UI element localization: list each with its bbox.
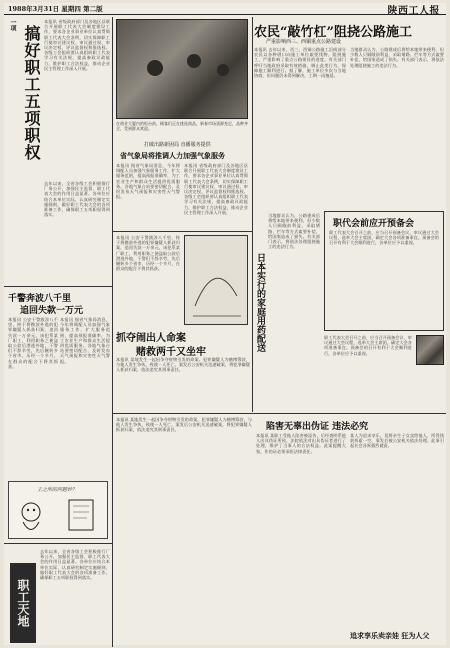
column-rule [112,17,113,647]
headline-left-vertical: 搞好职工五项职权 [22,25,41,161]
photo-caption: 在商业大厦内的柜台前，顾客们正在挑选商品，新春市场货源充足，品种齐全，受到群众欢迎。 [116,121,248,131]
issue-date: 1988年3月31日 星期四 第二版 [8,5,103,13]
article-text: 本报讯 公安干警跋涉八千里，终于将携款外逃的犯罪嫌疑人抓获归案，追回失款一万余元。该犯系某厂职工，利用职务之便盗取公款后潜逃外地，干警们不辞辛劳，先后辗转多个省市，历经一个多月，在群众的配合下将其抓获。 [8,317,58,369]
article-text: 当地群众认为，公路建成后将给本地带来便利，但少数人只顾眼前利益，采取堵路、拦车等方式索要补偿，给国家造成了损失。有关部门表示，将依法处理阻挠施工的违法行为。 [268,213,320,250]
article-text: 职工代表大会召开之前，应当召开预备会议，审议通过大会议程，选举大会主席团，确定大会各项准备事宜。预备会的召开有利于大会顺利进行，各单位应予以重视。 [329,230,439,246]
cartoon-figure-icon [9,482,109,540]
sketch-illustration-icon [185,236,247,324]
boxed-article [324,211,444,331]
main-headline: 农民“敲竹杠”阻挠公路施工 [254,25,412,40]
section-rule [4,543,112,544]
mid-headline: 省气象局将推调人力加强气象服务 [120,151,225,160]
article-text: 本报讯 某地发生一起因争夺财物引发的命案。犯罪嫌疑人为赌博筹款，与他人发生争执，致使一人死亡。案发后公安机关迅速破案，将犯罪嫌疑人抓获归案，依法追究其刑事责任。 [116,357,250,373]
headline-right-vertical: 日本实行的家庭用药配送 [255,253,265,352]
article-text: 去年以来，全省各级工会积极推行厂务公开，加强民主监督，职工代表大会的作用日益显著。各单位应结合本单位实际，认真研究制定实施细则，做好职工代表大会的各项准备工作，确保职工五项职权得到落实。 [44,181,110,218]
news-photo [116,19,248,119]
article-text: 本报讯 某职工受他人陷害被诬告，后经查明系他人出具伪证所致。法院依法对出具伪证者进行了处理，维护了当事人的合法权益。此案提醒大家，作伪证必须承担法律责任。 [256,433,346,454]
article-text: 本报讯 去年以来，西三、西铜公路施工沿线部分农民以各种借口向施工单位索要钱物，阻挠施工，严重影响了重点公路建设的进度。有关部门呼吁当地政府采取有效措施，制止此类行为，保障施工顺利进行。据了解，施工单位多次与当地协商，但问题仍未得到解决，工期一再拖延。 [254,47,346,79]
page-header [4,3,446,15]
section-rule [112,231,252,232]
box-headline: 职代会前应开预备会 [333,219,415,229]
article-text: 本报讯 某地发生一起因争夺财物引发的命案。犯罪嫌疑人为赌博筹款，与他人发生争执，致使一人死亡。案发后公安机关迅速破案，将犯罪嫌疑人抓获归案，依法追究其刑事责任。 [116,417,252,433]
article-text: 职工代表大会召开之前，应当召开预备会议，审议通过大会议程，选举大会主席团，确定大会各项准备事宜。预备会的召开有利于大会顺利进行，各单位应予以重视。 [324,335,412,356]
article-text: 本报讯 据省气象局消息，今年将调配人员加强气象服务工作，扩大服务范围，提高预报准确率，为工农业生产和群众生活提供优质服务。各地气象台站要密切配合，及时发布天气预报和灾害性天气警报。 [116,163,180,200]
article-text: 本报讯 据省气象局消息，今年将调配人员加强气象服务工作，扩大服务范围，提高预报准确率，为工农业生产和群众生活提供优质服务。各地气象台站要密切配合，及时发布天气预报和灾害性天气警报。 [60,317,110,364]
article-text: 本报讯 省级政府部门及各地区县联合开展职工代表大会制度建设工作，要求各企业事业单位认真贯彻职工代表大会条例，切实保障职工行使审议建议权、审议通过权、审议决定权、评议监督权和推选权。各级工会组织要认真组织职工代表学习有关法规，提高参政议政能力，维护职工合法权益，推动企业民主管理工作深入开展。 [184,163,248,215]
paper-name: 陕西工人报 [387,6,440,17]
headline-manhunt: 千警奔波八千里 [8,294,72,304]
article-text: 本报讯 省级政府部门及各地区县联合开展职工代表大会制度建设工作，要求各企业事业单位认真贯彻职工代表大会条例，切实保障职工行使审议建议权、审议通过权、审议决定权、评议监督权和推选权。各级工会组织要认真组织职工代表学习有关法规，提高参政议政能力，维护职工合法权益，推动企业民主管理工作深入开展。 [44,19,110,71]
newspaper-page [4,3,446,645]
article-text: 当地群众认为，公路建成后将给本地带来便利，但少数人只顾眼前利益，采取堵路、拦车等方式索要补偿，给国家造成了损失。有关部门表示，将依法处理阻挠施工的违法行为。 [350,47,444,68]
headline-sell-child: 追求享乐卖亲娃 狂为人父 [350,631,430,640]
mid-small-headline: 打破出路新困局 直播服务提供 [144,142,211,148]
article-text: 某人为追求享乐，竟将亲生子女卖给他人，所得钱款挥霍一空，事发后被公安机关依法处理。此事引起社会各界强烈谴责。 [350,433,444,449]
headline-gambling: 赌救两千又坐牢 [136,347,206,358]
headline-prefix: 一项 [9,19,16,31]
section-rule [4,286,112,287]
article-text: 去年以来，全省各级工会积极推行厂务公开，加强民主监督，职工代表大会的作用日益显著。各单位应结合本单位实际，认真研究制定实施细则，做好职工代表大会的各项准备工作，确保职工五项职权得到落实。 [40,549,110,581]
section-rule [112,413,446,414]
headline-murder: 抓夺闹出人命案 [116,333,186,344]
column-rule [252,17,253,412]
small-photo [416,335,444,365]
cartoon-panel [8,481,108,539]
cartoon-caption: 王之所的问题妙？ [37,487,78,493]
sketch-box [184,235,248,325]
section-ribbon: 职工天地 [10,563,36,643]
main-subheadline: 严重影响西三、西铜重点公路建设 [266,39,342,45]
headline-manhunt-2: 追回失款一万元 [20,306,84,316]
article-text: 本报讯 公安干警跋涉八千里，终于将携款外逃的犯罪嫌疑人抓获归案，追回失款一万余元。该犯系某厂职工，利用职务之便盗取公款后潜逃外地，干警们不辞辛劳，先后辗转多个省市，历经一个多月，在群众的配合下将其抓获。 [116,235,180,272]
headline-false-testimony: 陷害无辜出伪证 违法必究 [266,422,369,432]
